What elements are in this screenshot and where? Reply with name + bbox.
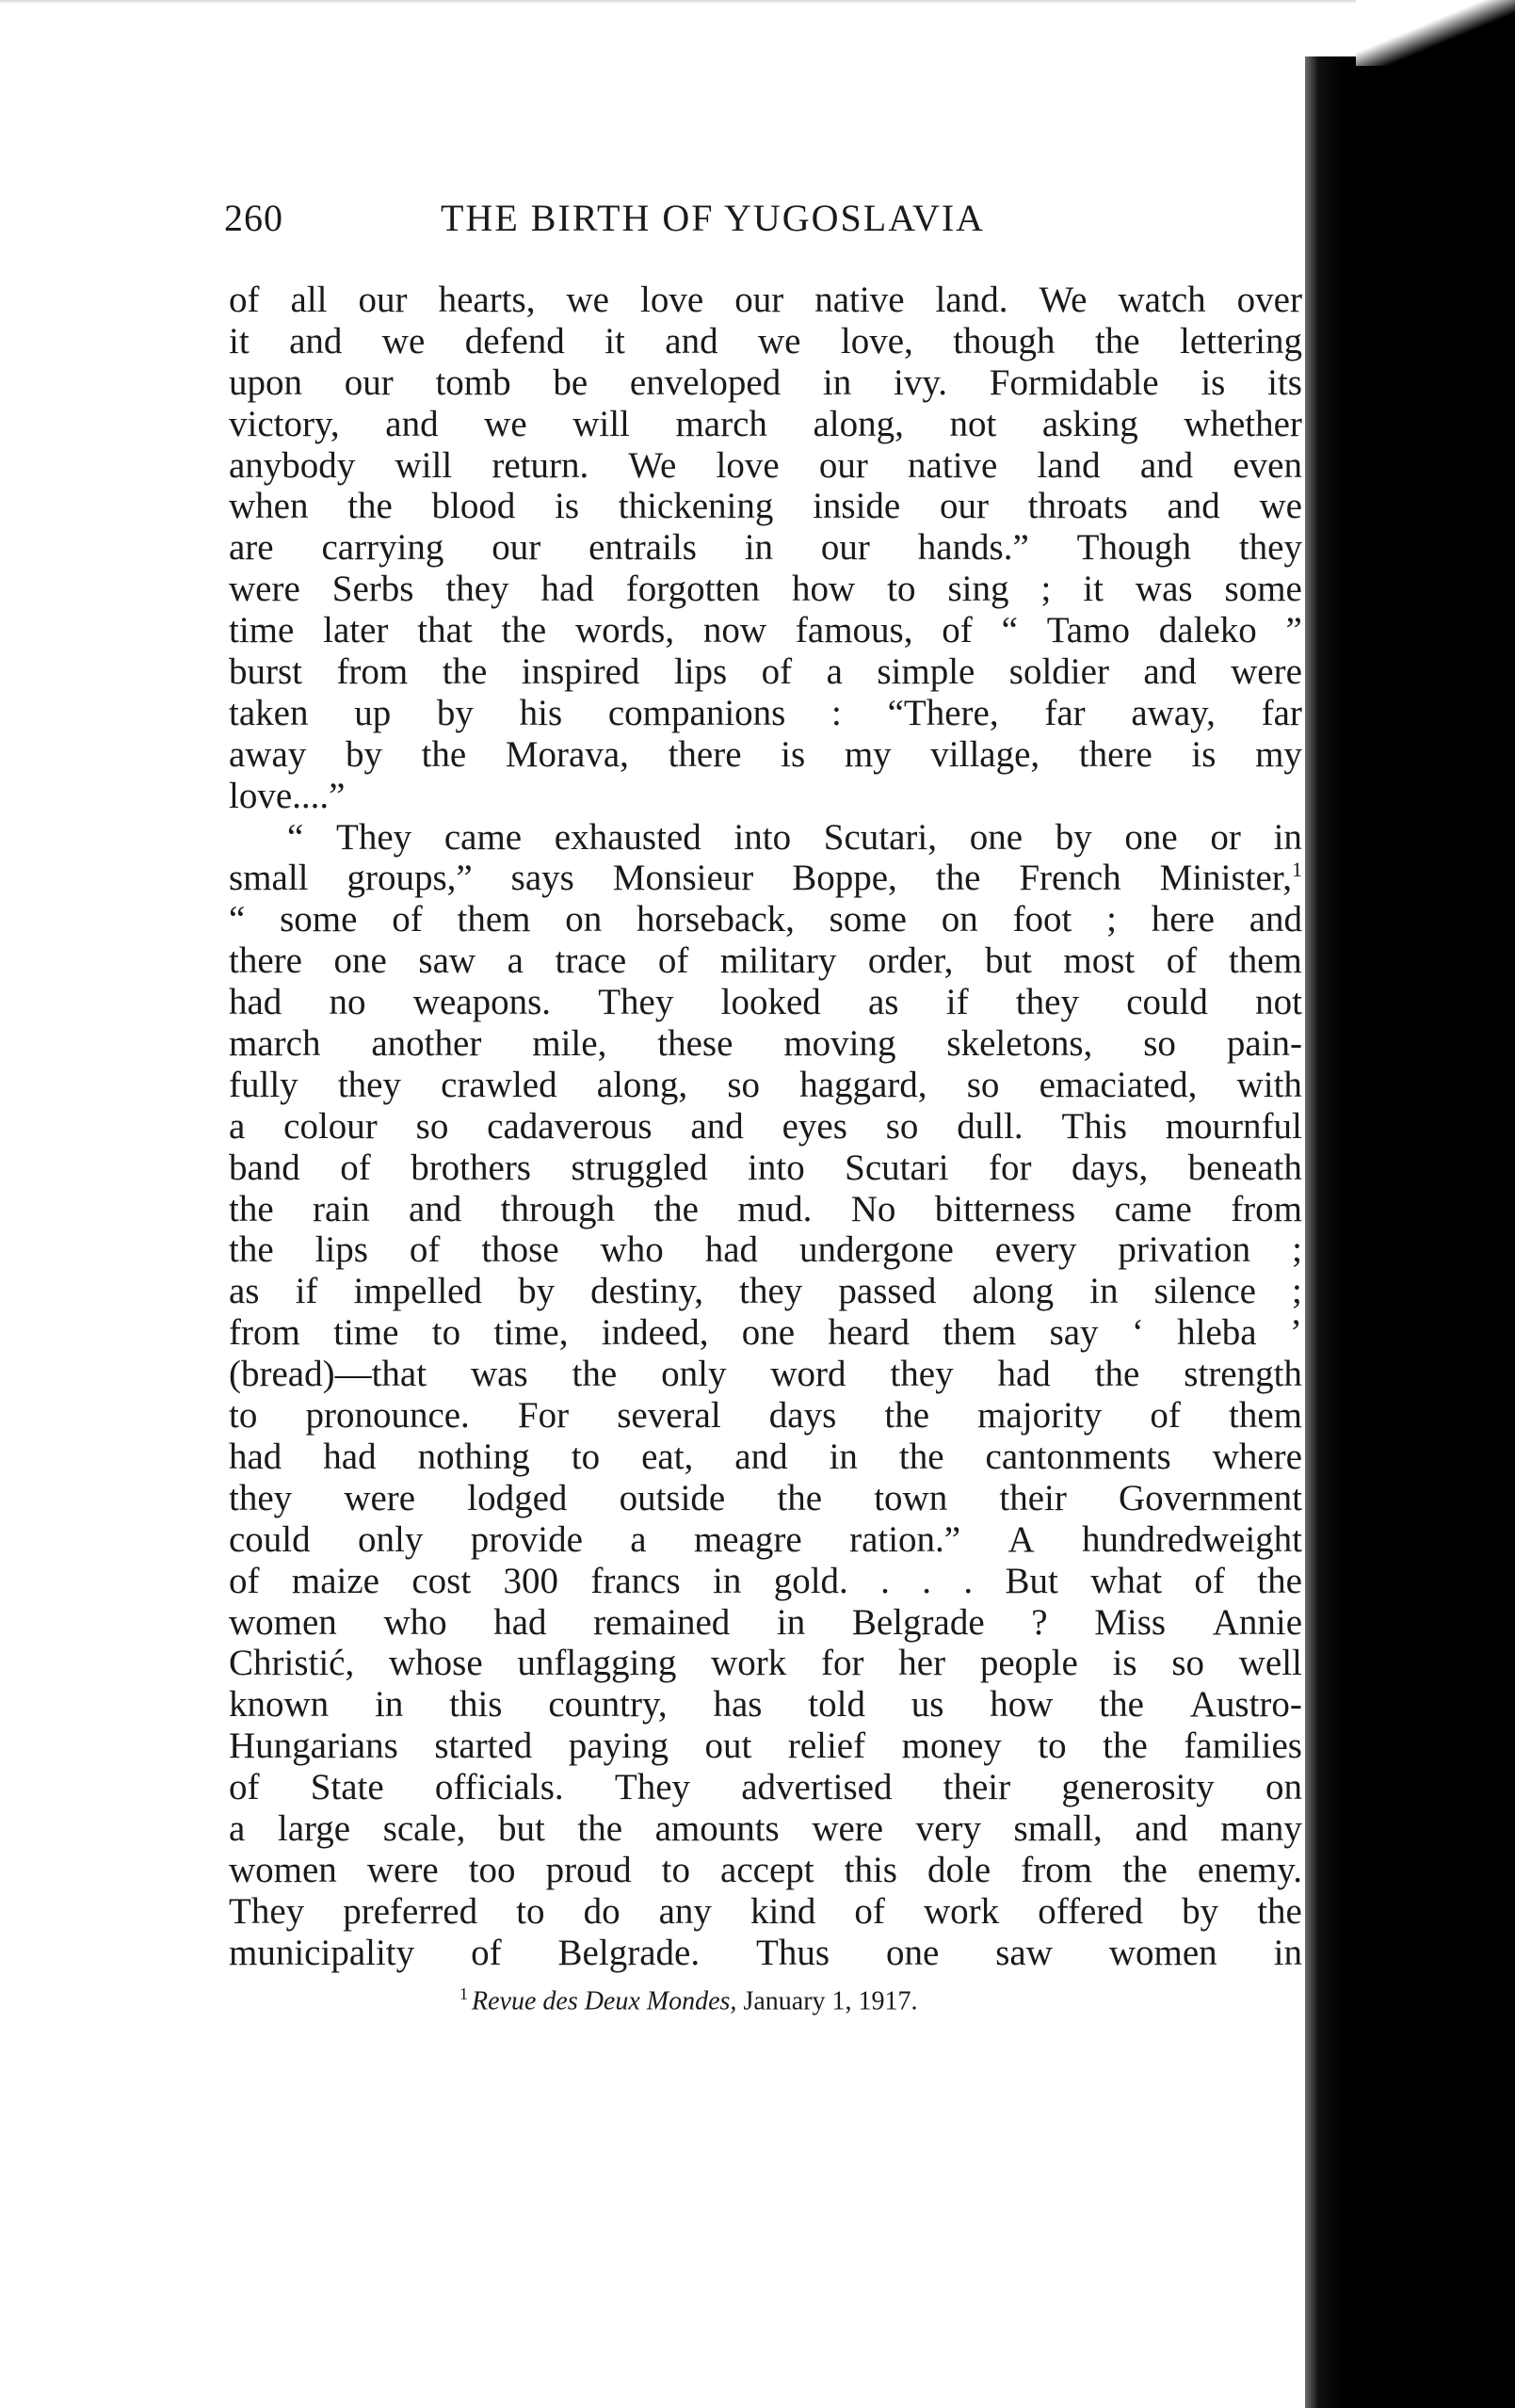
text-line: of maize cost 300 francs in gold. . . . But what of the <box>229 1560 1302 1601</box>
text-line: band of brothers struggled into Scutari for days, beneath <box>229 1147 1302 1188</box>
text-line: “ some of them on horseback, some on foot ; here and <box>229 899 1302 940</box>
text-line: anybody will return. We love our native land and even <box>229 444 1302 486</box>
text-line: as if impelled by destiny, they passed along in silence ; <box>229 1271 1302 1312</box>
text-line: known in this country, has told us how the Austro- <box>229 1684 1302 1726</box>
text-line: taken up by his companions : “There, far away, far <box>229 692 1302 733</box>
text-line: small groups,” says Monsieur Boppe, the French Minister,$^1$ <box>229 858 1302 899</box>
text-line: were Serbs they had forgotten how to sing ; it was some <box>229 569 1302 610</box>
running-title: THE BIRTH OF YUGOSLAVIA <box>441 197 986 239</box>
scan-gutter-shadow <box>1305 56 1515 2408</box>
text-line: upon our tomb be enveloped in ivy. Formidable is its <box>229 361 1302 403</box>
page-number: 260 <box>224 197 283 239</box>
text-line: of all our hearts, we love our native land. We watch over <box>229 280 1302 320</box>
footnote <box>459 1984 918 2016</box>
text-line: are carrying our entrails in our hands.” Though they <box>229 527 1302 569</box>
text-line: women were too proud to accept this dole from the enemy. <box>229 1849 1302 1890</box>
text-line: when the blood is thickening inside our throats and we <box>229 486 1302 527</box>
text-line: Hungarians started paying out relief money to the families <box>229 1726 1302 1767</box>
text-line: time later that the words, now famous, of “ Tamo daleko ” <box>229 610 1302 651</box>
footnote-reference: 1 <box>1291 858 1302 882</box>
text-line: They preferred to do any kind of work offered by the <box>229 1890 1302 1932</box>
text-line: the lips of those who had undergone every privation ; <box>229 1229 1302 1271</box>
text-line: march another mile, these moving skeletons, so pain- <box>229 1023 1302 1065</box>
text-line: a large scale, but the amounts were very small, and many <box>229 1807 1302 1849</box>
text-line: burst from the inspired lips of a simple soldier and were <box>229 651 1302 693</box>
text-line: had no weapons. They looked as if they could not <box>229 982 1302 1023</box>
text-line: Christić, whose unflagging work for her people is so well <box>229 1643 1302 1684</box>
footnote-date: January 1, 1917. <box>743 1986 918 2016</box>
text-line: victory, and we will march along, not asking whether <box>229 403 1302 444</box>
text-line: “ They came exhausted into Scutari, one by one or in <box>287 816 1302 858</box>
text-line: the rain and through the mud. No bitterness came from <box>229 1188 1302 1229</box>
text-line: they were lodged outside the town their Government <box>229 1477 1302 1518</box>
text-line: fully they crawled along, so haggard, so emaciated, with <box>229 1064 1302 1105</box>
text-line: could only provide a meagre ration.” A hundredweight <box>229 1518 1302 1560</box>
page-header <box>224 196 1307 252</box>
text-line: a colour so cadaverous and eyes so dull. This mournful <box>229 1105 1302 1147</box>
body-text <box>229 280 1302 1974</box>
text-line: to pronounce. For several days the majority of them <box>229 1395 1302 1437</box>
text-line: love. . . .” <box>229 775 346 816</box>
scan-top-edge <box>0 0 1515 4</box>
text-line: away by the Morava, there is my village, there is my <box>229 733 1302 775</box>
text-line: there one saw a trace of military order, but most of them <box>229 940 1302 982</box>
text-line: of State officials. They advertised their generosity on <box>229 1767 1302 1808</box>
text-line: from time to time, indeed, one heard them say ‘ hleba ’ <box>229 1312 1302 1354</box>
text-line: women who had remained in Belgrade ? Miss Annie <box>229 1601 1302 1643</box>
text-line: (bread)—that was the only word they had the strength <box>229 1354 1302 1395</box>
text-line: had had nothing to eat, and in the cantonments where <box>229 1436 1302 1477</box>
footnote-source: Revue des Deux Mondes, <box>472 1986 737 2016</box>
scan-corner-shadow <box>1356 0 1515 66</box>
footnote-mark: 1 <box>459 1984 468 2003</box>
text-line: it and we defend it and we love, though the lettering <box>229 320 1302 361</box>
text-line: municipality of Belgrade. Thus one saw women in <box>229 1932 1302 1973</box>
